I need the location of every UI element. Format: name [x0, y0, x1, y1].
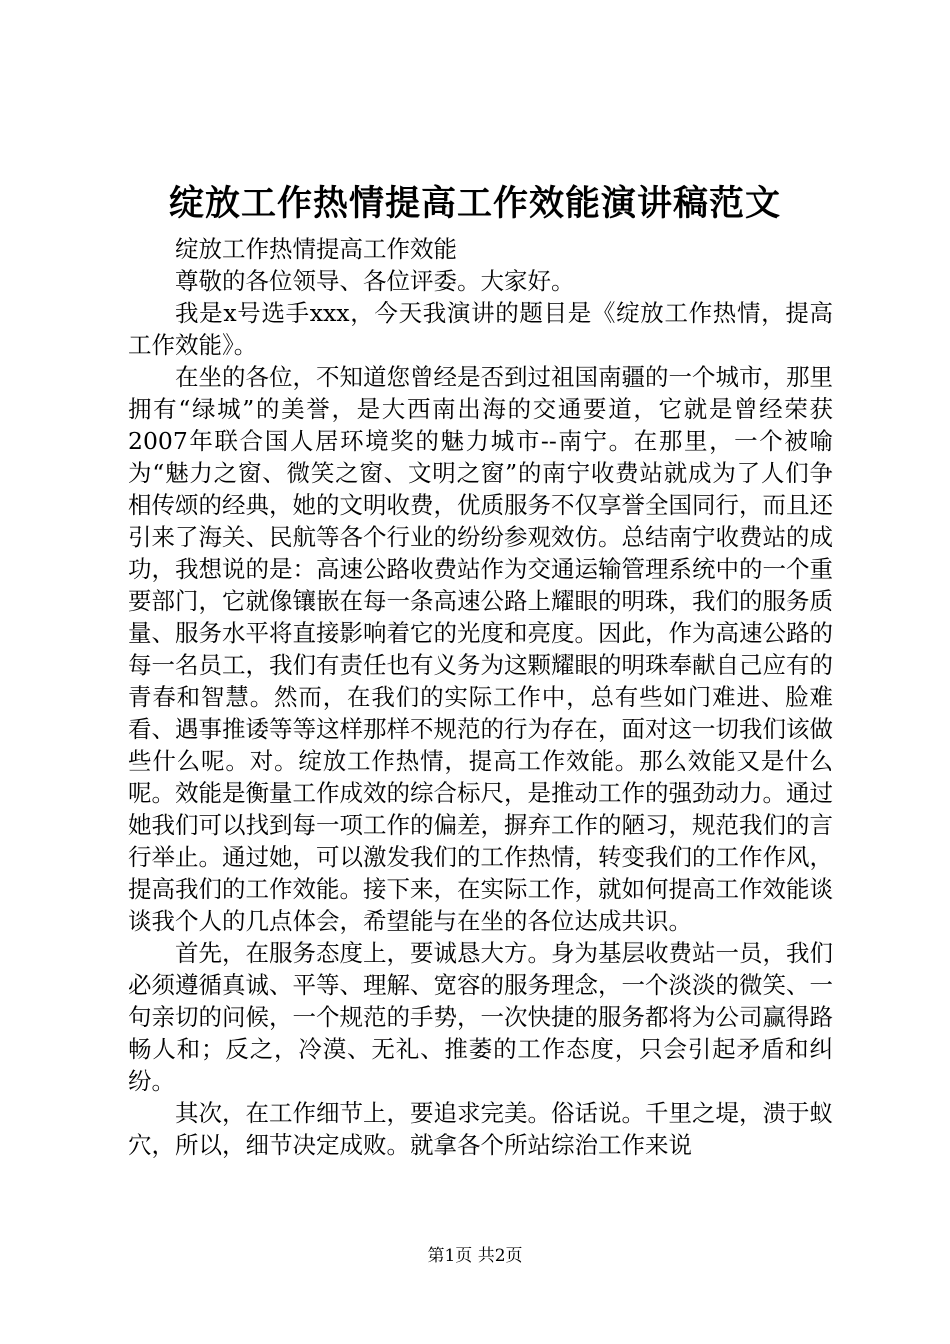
- paragraph-greeting: 尊敬的各位领导、各位评委。大家好。: [175, 267, 575, 295]
- paragraph-intro: 我是x号选手xxx，今天我演讲的题目是《绽放工作热情，提高工作效能》。: [128, 299, 833, 359]
- paragraph-second-point: 其次，在工作细节上，要追求完美。俗话说。千里之堤，溃于蚁穴，所以，细节决定成败。就拿各个所站综治工作来说: [128, 1099, 833, 1159]
- document-body: [128, 233, 833, 1161]
- page-number-footer: 第1页 共2页: [427, 1246, 523, 1266]
- paragraph-subtitle: 绽放工作热情提高工作效能: [175, 235, 457, 263]
- paragraph-main: 在坐的各位，不知道您曾经是否到过祖国南疆的一个城市，那里拥有“绿城”的美誉，是大西南出海的交通要道，它就是曾经荣获2007年联合国人居环境奖的魅力城市--南宁。在那里，一个被喻为“魅力之窗、微笑之窗、文明之窗”的南宁收费站就成为了人们争相传颂的经典，她的文明收费，优质服务不仅享誉全国同行，而且还引来了海关、民航等各个行业的纷纷参观效仿。总结南宁收费站的成功，我想说的是：高速公路收费站作为交通运输管理系统中的一个重要部门，它就像镶嵌在每一条高速公路上耀眼的明珠，我们的服务质量、服务水平将直接影响着它的光度和亮度。因此，作为高速公路的每一名员工，我们有责任也有义务为这颗耀眼的明珠奉献自己应有的青春和智慧。然而，在我们的实际工作中，总有些如门难进、脸难看、遇事推诿等等这样那样不规范的行为存在，面对这一切我们该做些什么呢。对。绽放工作热情，提高工作效能。那么效能又是什么呢。效能是衡量工作成效的综合标尺，是推动工作的强劲动力。通过她我们可以找到每一项工作的偏差，摒弃工作的陋习，规范我们的言行举止。通过她，可以激发我们的工作热情，转变我们的工作作风，提高我们的工作效能。接下来，在实际工作，就如何提高工作效能谈谈我个人的几点体会，希望能与在坐的各位达成共识。: [128, 363, 833, 935]
- document-title: 绽放工作热情提高工作效能演讲稿范文: [168, 183, 781, 224]
- paragraph-first-point: 首先，在服务态度上，要诚恳大方。身为基层收费站一员，我们必须遵循真诚、平等、理解、宽容的服务理念，一个淡淡的微笑、一句亲切的问候，一个规范的手势，一次快捷的服务都将为公司赢得路畅人和；反之，冷漠、无礼、推萎的工作态度，只会引起矛盾和纠纷。: [128, 939, 833, 1095]
